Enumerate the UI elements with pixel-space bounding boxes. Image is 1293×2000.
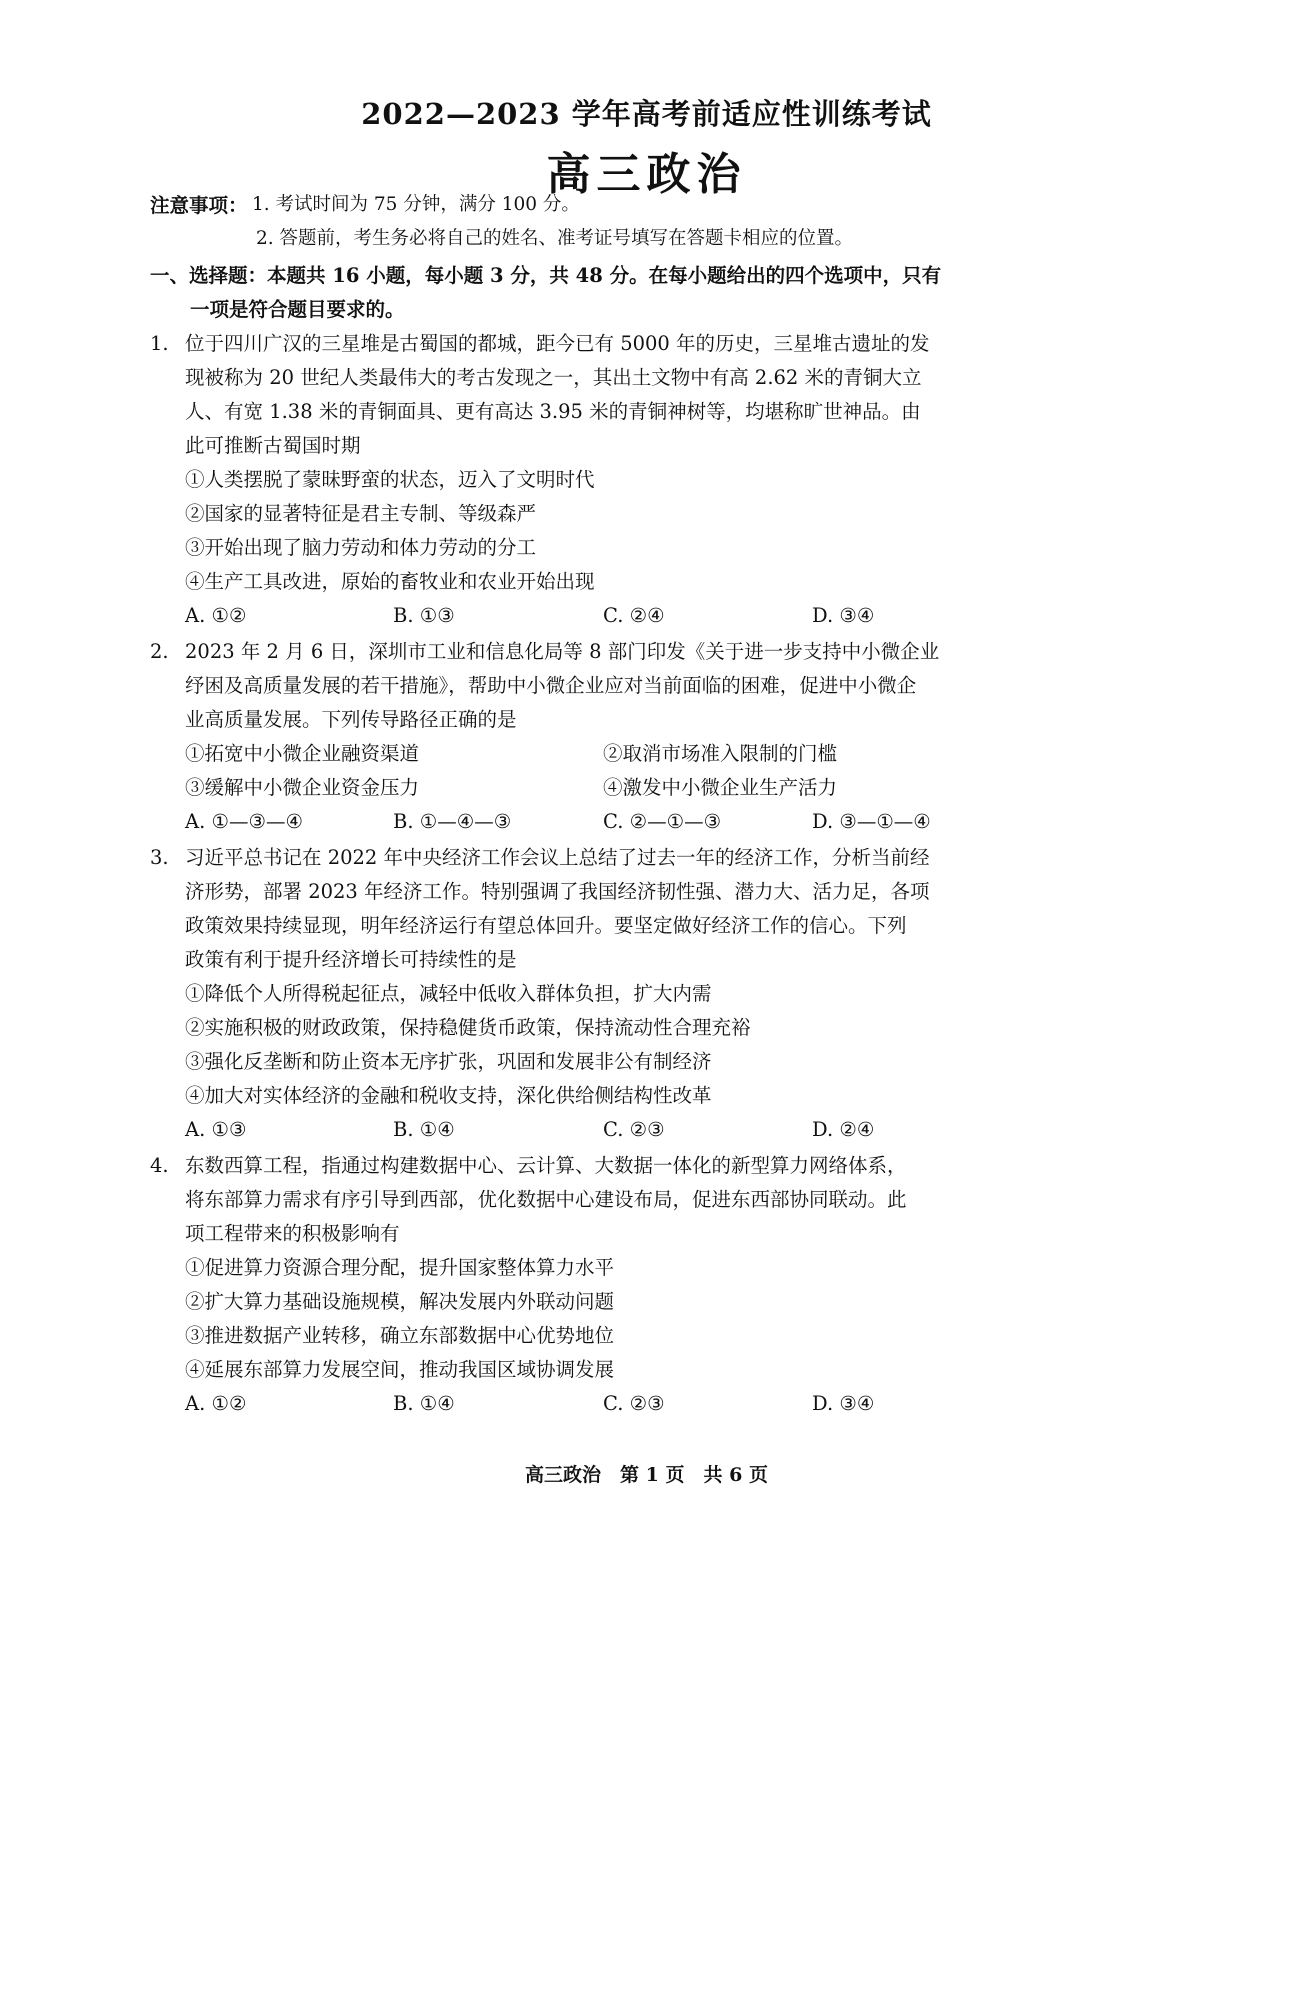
question-number: 3. [150,846,169,869]
option-d: D. ③—①—④ [812,810,931,833]
question-stem-line: 习近平总书记在 2022 年中央经济工作会议上总结了过去一年的经济工作，分析当前经 [185,846,930,869]
statement-item: ④加大对实体经济的金融和税收支持，深化供给侧结构性改革 [185,1084,712,1107]
statement-item: ②扩大算力基础设施规模，解决发展内外联动问题 [185,1290,615,1313]
option-c: C. ②③ [603,1392,665,1415]
notice-label: 注意事项： [150,194,248,217]
question-stem-line: 2023 年 2 月 6 日，深圳市工业和信息化局等 8 部门印发《关于进一步支持中小微企业 [185,640,940,663]
statement-item: ①降低个人所得税起征点，减轻中低收入群体负担，扩大内需 [185,982,712,1005]
question-stem-line: 现被称为 20 世纪人类最伟大的考古发现之一，其出土文物中有高 2.62 米的青铜大立 [185,366,922,389]
statement-item: ②取消市场准入限制的门槛 [603,742,838,765]
option-d: D. ③④ [812,604,875,627]
option-b: B. ①—④—③ [393,810,512,833]
question-stem-line: 人、有宽 1.38 米的青铜面具、更有高达 3.95 米的青铜神树等，均堪称旷世神品。由 [185,400,921,423]
option-a: A. ①② [185,1392,247,1415]
question-number: 4. [150,1154,169,1177]
option-a: A. ①② [185,604,247,627]
option-c: C. ②—①—③ [603,810,722,833]
option-b: B. ①④ [393,1392,455,1415]
option-b: B. ①③ [393,604,455,627]
statement-item: ①拓宽中小微企业融资渠道 [185,742,420,765]
statement-item: ④延展东部算力发展空间，推动我国区域协调发展 [185,1358,615,1381]
statement-item: ③推进数据产业转移，确立东部数据中心优势地位 [185,1324,615,1347]
statement-item: ④生产工具改进，原始的畜牧业和农业开始出现 [185,570,595,593]
notice-item-1: 1. 考试时间为 75 分钟，满分 100 分。 [252,194,580,215]
question-number: 2. [150,640,169,663]
option-d: D. ②④ [812,1118,875,1141]
page-footer: 高三政治 第 1 页 共 6 页 [525,1464,768,1486]
question-stem-line: 业高质量发展。下列传导路径正确的是 [185,708,517,731]
statement-item: ③强化反垄断和防止资本无序扩张，巩固和发展非公有制经济 [185,1050,712,1073]
subject-title: 高三政治 [546,149,747,200]
statement-item: ①促进算力资源合理分配，提升国家整体算力水平 [185,1256,615,1279]
statement-item: ②实施积极的财政政策，保持稳健货币政策，保持流动性合理充裕 [185,1016,751,1039]
statement-item: ①人类摆脱了蒙昧野蛮的状态，迈入了文明时代 [185,468,595,491]
option-d: D. ③④ [812,1392,875,1415]
option-c: C. ②④ [603,604,665,627]
question-number: 1. [150,332,169,355]
option-a: A. ①③ [185,1118,247,1141]
question-stem-line: 东数西算工程，指通过构建数据中心、云计算、大数据一体化的新型算力网络体系， [185,1154,907,1177]
question-stem-line: 政策有利于提升经济增长可持续性的是 [185,948,517,971]
question-stem-line: 济形势，部署 2023 年经济工作。特别强调了我国经济韧性强、潜力大、活力足，各项 [185,880,930,903]
statement-item: ③缓解中小微企业资金压力 [185,776,420,799]
option-c: C. ②③ [603,1118,665,1141]
option-b: B. ①④ [393,1118,455,1141]
option-a: A. ①—③—④ [185,810,303,833]
notice-item-2: 2. 答题前，考生务必将自己的姓名、准考证号填写在答题卡相应的位置。 [256,228,854,249]
statement-item: ②国家的显著特征是君主专制、等级森严 [185,502,537,525]
statement-item: ③开始出现了脑力劳动和体力劳动的分工 [185,536,537,559]
question-stem-line: 将东部算力需求有序引导到西部，优化数据中心建设布局，促进东西部协同联动。此 [185,1188,907,1211]
question-stem-line: 位于四川广汉的三星堆是古蜀国的都城，距今已有 5000 年的历史，三星堆古遗址的发 [185,332,930,355]
section-heading: 一、选择题：本题共 16 小题，每小题 3 分，共 48 分。在每小题给出的四个选项中，只有 [150,264,942,287]
statement-item: ④激发中小微企业生产活力 [603,776,838,799]
section-heading-cont: 一项是符合题目要求的。 [190,298,405,321]
question-stem-line: 政策效果持续显现，明年经济运行有望总体回升。要坚定做好经济工作的信心。下列 [185,914,907,937]
question-stem-line: 项工程带来的积极影响有 [185,1222,400,1245]
question-stem-line: 纾困及高质量发展的若干措施》，帮助中小微企业应对当前面临的困难，促进中小微企 [185,674,917,697]
exam-title: 2022—2023 学年高考前适应性训练考试 [361,97,932,131]
question-stem-line: 此可推断古蜀国时期 [185,434,361,457]
